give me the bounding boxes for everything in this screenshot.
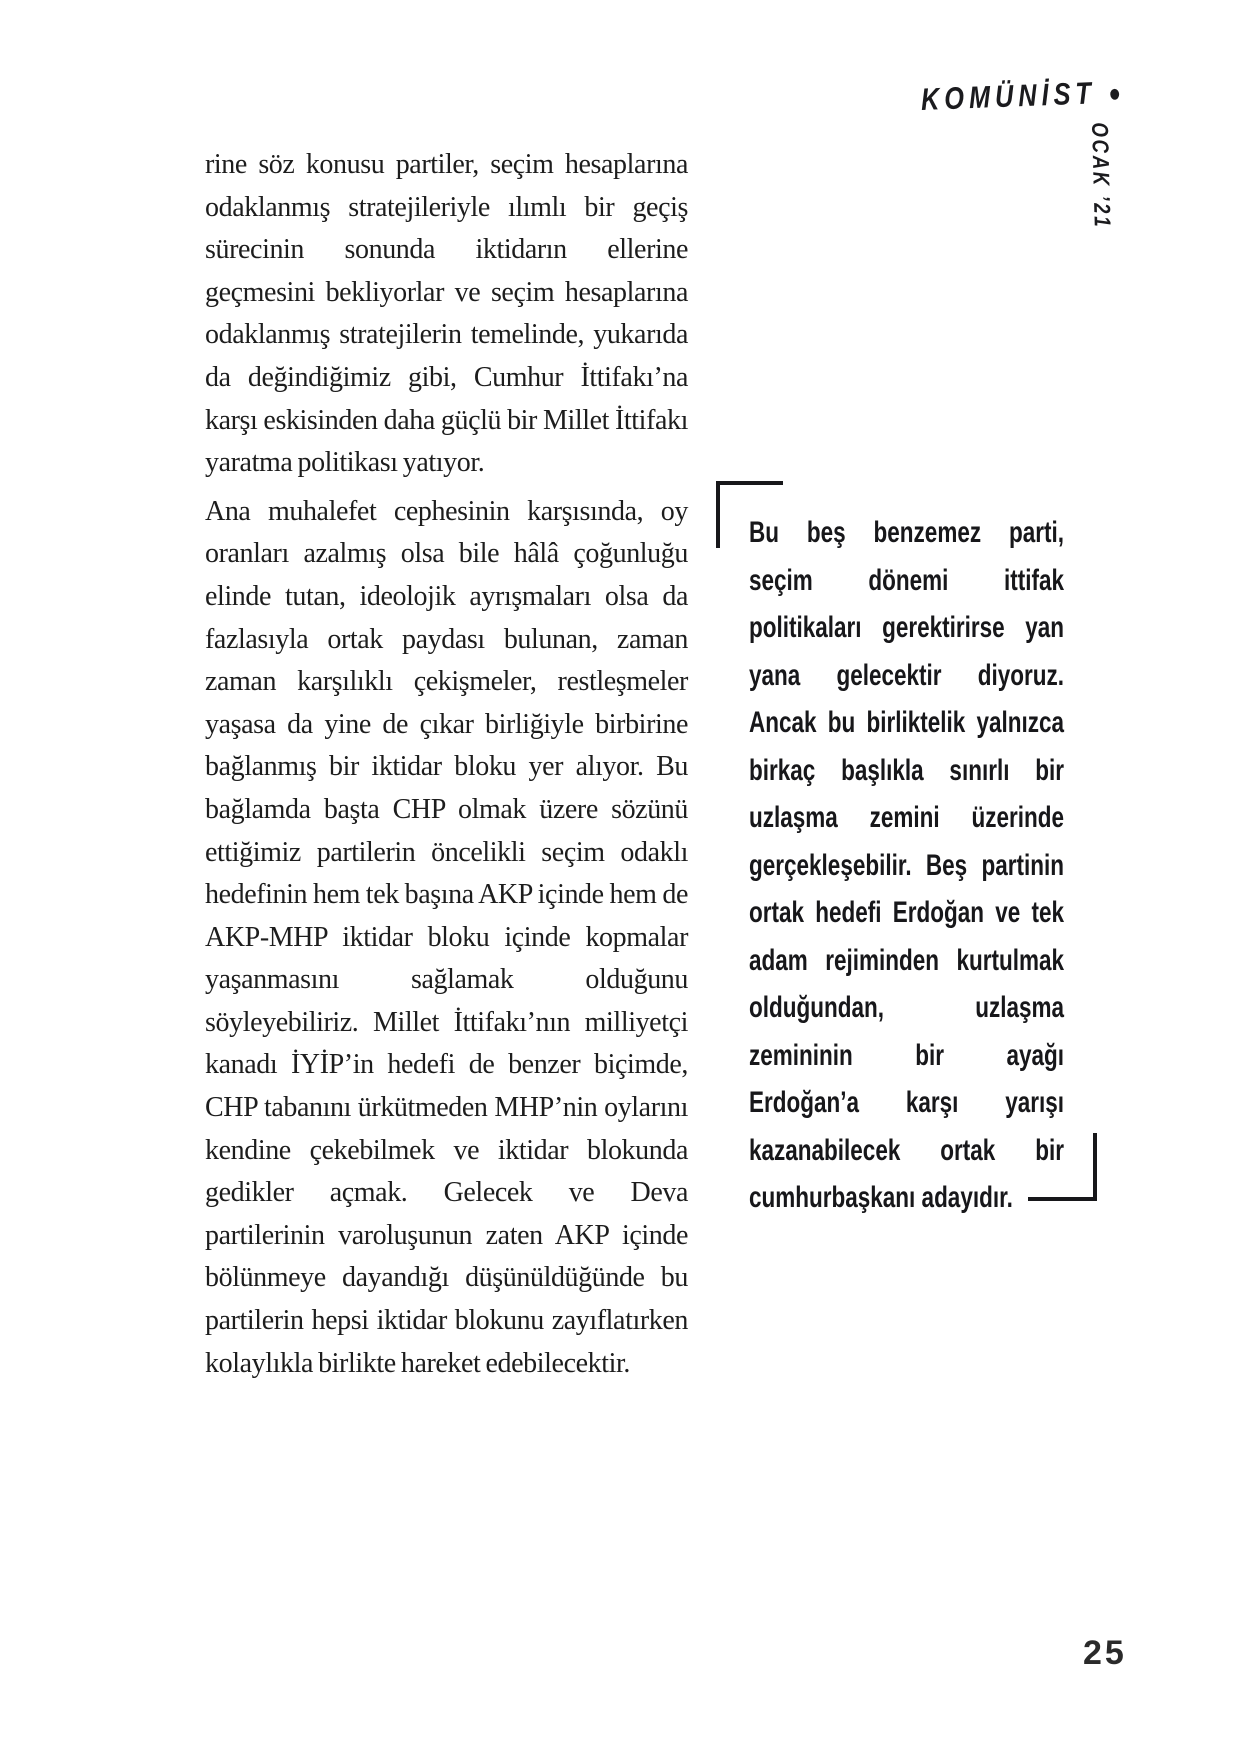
issue-date-label: OCAK ’21 (1087, 122, 1116, 230)
article-paragraph: Ana muhalefet cephesinin karşısında, oy oranları azalmış olsa bile hâlâ çoğunluğu elinde tutan, ideolojik ayrışmaları olsa da fazlasıyla ortak paydası bulunan, zaman zaman karşılıklı çekişmeler, restleşmeler yaşasa da yine de çıkar birliğiyle birbirine bağlanmış bir iktidar bloku yer alıyor. Bu bağlamda başta CHP olmak üzere sözünü ettiğimiz partilerin öncelikli seçim odaklı hedefinin hem tek başına AKP içinde hem de AKP-MHP iktidar bloku içinde kopmalar yaşanmasını sağlamak olduğunu söyleyebiliriz. Millet İttifakı’nın milliyetçi kanadı İYİP’in hedefi de benzer biçimde, CHP tabanını ürkütmeden MHP’nin oylarını kendine çekebilmek ve iktidar blokunda gedikler açmak. Gelecek ve Deva partilerinin varoluşunun zaten AKP içinde bölünmeye dayandığı düşünüldüğünde bu partilerin hepsi iktidar blokunu zayıflatırken kolaylıkla birlikte hareket edebilecektir. (205, 495, 688, 1379)
pullquote-bracket-bottom-icon (1028, 1133, 1097, 1201)
masthead (920, 74, 1121, 118)
page-number: 25 (1083, 1634, 1127, 1672)
article-body (205, 144, 688, 1385)
pullquote: Bu beş benzemez parti, seçim dönemi ittifak politikaları gerektirirse yan yana gelecektir diyoruz. Ancak bu birliktelik yalnızca birkaç başlıkla sınırlı bir uzlaşma zemini üzerinde gerçekleşebilir. Beş partinin ortak hedefi Erdoğan ve tek adam rejiminden kurtulmak olduğundan, uzlaşma zemininin bir ayağı Erdoğan’a karşı yarışı kazanabilecek ortak bir cumhurbaşkanı adayıdır. (749, 516, 1064, 1214)
magazine-title: KOMÜNİST (920, 75, 1097, 117)
article-paragraph: rine söz konusu partiler, seçim hesaplarına odaklanmış stratejileriyle ılımlı bir geçiş sürecinin sonunda iktidarın ellerine geçmesini bekliyorlar ve seçim hesaplarına odaklanmış stratejilerin temelinde, yukarıda da değindiğimiz gibi, Cumhur İttifakı’na karşı eskisinden daha güçlü bir Millet İttifakı yaratma politikası yatıyor. (205, 149, 688, 479)
